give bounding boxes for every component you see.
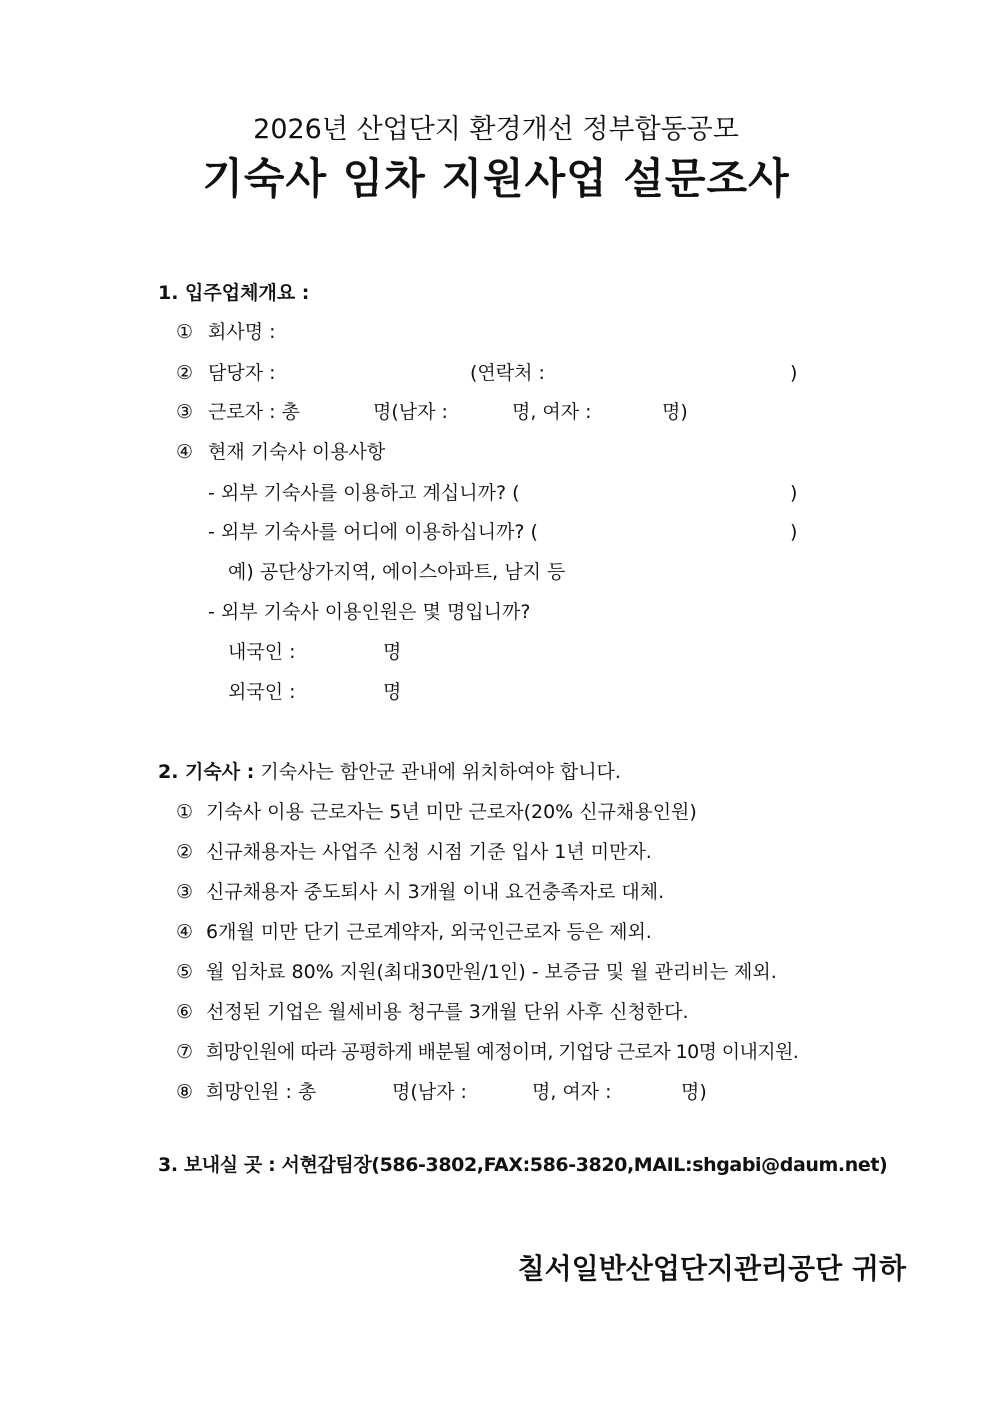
manager-label: 담당자 : — [208, 362, 276, 384]
section2-heading-line — [158, 763, 621, 782]
hope-num: ⑧ — [176, 1081, 194, 1103]
company-num: ① — [176, 321, 194, 343]
section2-heading-text: 기숙사는 함안군 관내에 위치하여야 합니다. — [260, 761, 621, 783]
rule-4-text: 6개월 미만 단기 근로계약자, 외국인근로자 등은 제외. — [206, 921, 652, 943]
document-subtitle: 2026년 산업단지 환경개선 정부합동공모 — [253, 114, 739, 145]
rule-2-num: ② — [176, 841, 194, 863]
domestic-label: 내국인 : — [228, 641, 296, 663]
rule-2-text: 신규채용자는 사업주 신청 시점 기준 입사 1년 미만자. — [206, 841, 652, 863]
workers-label: 근로자 : 총 — [208, 401, 300, 423]
section2-heading: 2. 기숙사 : — [158, 761, 255, 783]
rule-7-num: ⑦ — [176, 1041, 194, 1063]
contact-close: ) — [790, 362, 798, 384]
section3-heading: 3. 보내실 곳 : — [158, 1154, 276, 1176]
workers-unit-male: 명(남자 : — [373, 401, 448, 423]
dorm-num: ④ — [176, 441, 194, 463]
hope-unit-male: 명(남자 : — [392, 1081, 467, 1103]
rule-1-text: 기숙사 이용 근로자는 5년 미만 근로자(20% 신규채용인원) — [206, 801, 697, 823]
workers-unit-female: 명, 여자 : — [512, 401, 592, 423]
dorm-example: 예) 공단상가지역, 에이스아파트, 남지 등 — [228, 561, 566, 583]
workers-unit-end: 명) — [662, 401, 688, 423]
contact-label: (연락처 : — [470, 362, 545, 384]
rule-1-num: ① — [176, 801, 194, 823]
dorm-label: 현재 기숙사 이용사항 — [208, 441, 386, 463]
domestic-unit: 명 — [383, 641, 402, 663]
dorm-question-1-close: ) — [790, 482, 798, 504]
section3-contact: 서현갑팀장(586-3802,FAX:586-3820,MAIL:shgabi@daum.net) — [281, 1154, 888, 1176]
workers-num: ③ — [176, 401, 194, 423]
rule-6-num: ⑥ — [176, 1001, 194, 1023]
hope-unit-end: 명) — [681, 1081, 707, 1103]
hope-label: 희망인원 : 총 — [206, 1081, 317, 1103]
dorm-question-3: - 외부 기숙사 이용인원은 몇 명입니까? — [208, 601, 531, 623]
rule-3-text: 신규채용자 중도퇴사 시 3개월 이내 요건충족자로 대체. — [206, 881, 665, 903]
document-title: 기숙사 임차 지원사업 설문조사 — [202, 154, 790, 203]
rule-5-text: 월 임차료 80% 지원(최대30만원/1인) - 보증금 및 월 관리비는 제외. — [206, 961, 777, 983]
foreign-label: 외국인 : — [228, 681, 296, 703]
hope-unit-female: 명, 여자 : — [532, 1081, 612, 1103]
dorm-question-2: - 외부 기숙사를 어디에 이용하십니까? ( — [208, 521, 538, 543]
foreign-unit: 명 — [383, 681, 402, 703]
section3-line — [158, 1156, 887, 1175]
dorm-question-1: - 외부 기숙사를 이용하고 계십니까? ( — [208, 482, 520, 504]
company-label: 회사명 : — [208, 321, 276, 343]
closing-recipient: 칠서일반산업단지관리공단 귀하 — [517, 1252, 906, 1285]
rule-7-text: 희망인원에 따라 공평하게 배분될 예정이며, 기업당 근로자 10명 이내지원. — [206, 1041, 799, 1063]
rule-3-num: ③ — [176, 881, 194, 903]
rule-6-text: 선정된 기업은 월세비용 청구를 3개월 단위 사후 신청한다. — [206, 1001, 689, 1023]
section1-heading: 1. 입주업체개요 : — [158, 282, 310, 304]
rule-5-num: ⑤ — [176, 961, 194, 983]
dorm-question-2-close: ) — [790, 521, 798, 543]
rule-4-num: ④ — [176, 921, 194, 943]
manager-num: ② — [176, 362, 194, 384]
